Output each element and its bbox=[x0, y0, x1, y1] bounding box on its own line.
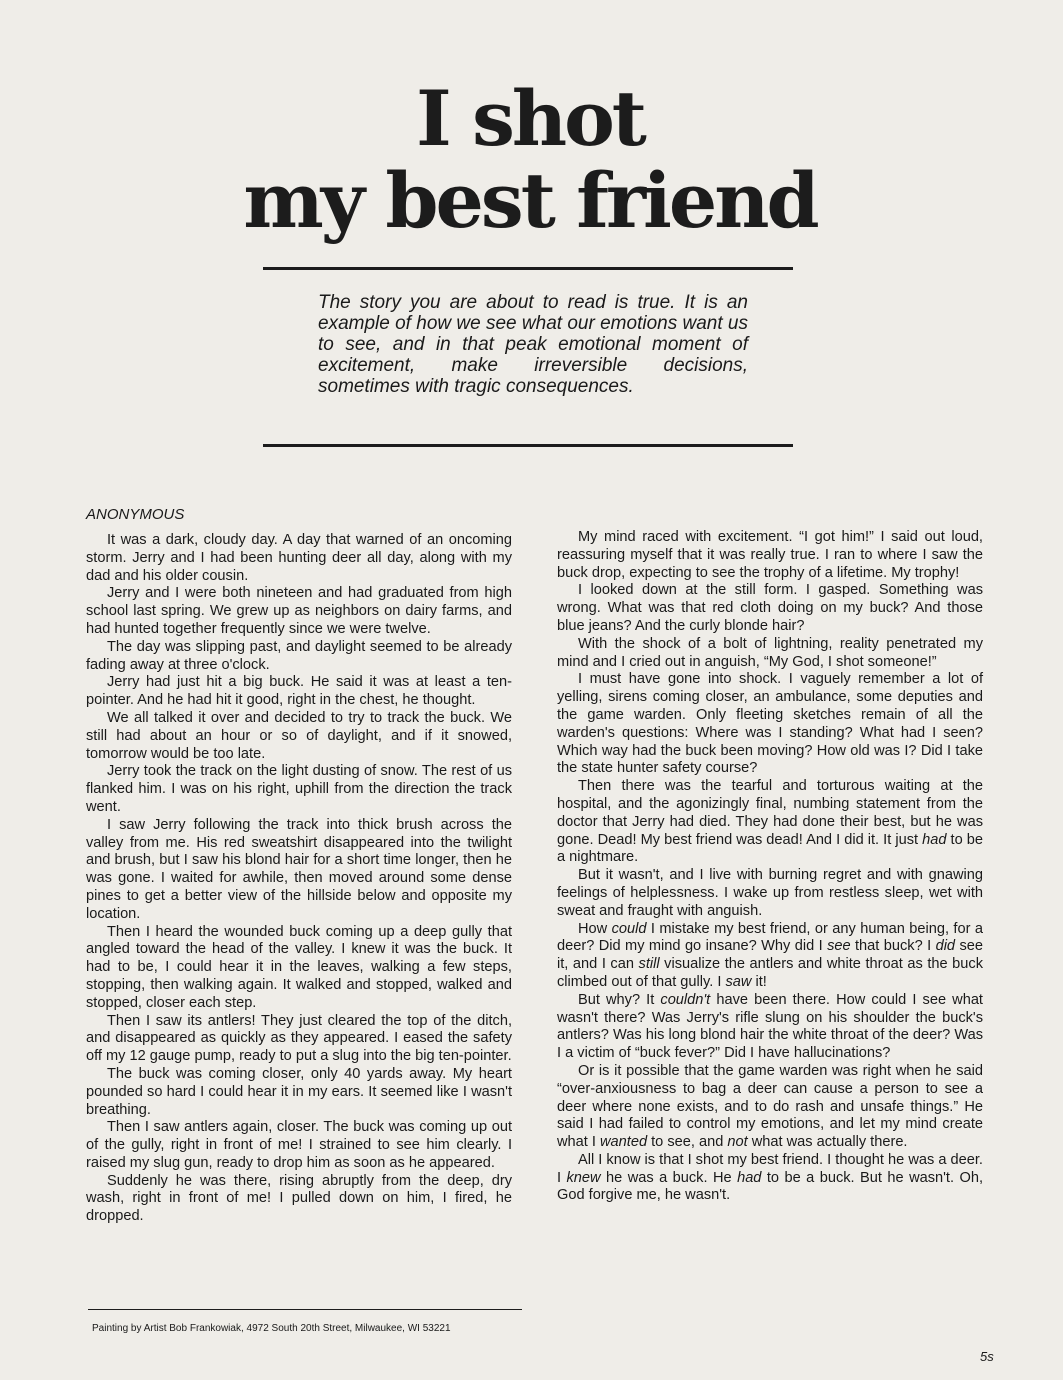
footnote-divider bbox=[88, 1309, 522, 1310]
paragraph: Then I saw antlers again, closer. The buck was coming up out of the gully, right in front of me! I strained to see him clearly. I raised my slug gun, ready to drop him as soon as he appeared. bbox=[86, 1119, 512, 1171]
text-run: Or is it possible that the game warden was right when he said “over-anxiousness to bag a deer can cause a person to see a deer where none exists, and to do rash and unsafe things.” He said I had failed to control my emotions, and let my mind create what I bbox=[557, 1062, 983, 1151]
title-line-2: my best friend bbox=[243, 156, 817, 245]
text-run: have been there. How could I see what wasn't there? Was Jerry's rifle slung on his shoulder the buck's antlers? Was his long blond hair the white throat of the deer? Was I a victim of “buck fever?” Did I have hallucinations? bbox=[557, 991, 983, 1062]
emphasis: did bbox=[935, 938, 956, 955]
article-title bbox=[240, 74, 820, 245]
text-run: to be a buck. But he wasn't. Oh, God forgive me, he wasn't. bbox=[557, 1169, 983, 1204]
text-run: it! bbox=[751, 973, 767, 990]
paragraph: I must have gone into shock. I vaguely remember a lot of yelling, sirens coming closer, an ambulance, some deputies and the game warden. Only fleeting sketches remain of all the warden's questions: Where was I standing? What had I seen? Which way had the buck been moving? How old was I? Did I take the state hunter safety course? bbox=[557, 671, 983, 777]
paragraph: Jerry and I were both nineteen and had graduated from high school last spring. We grew up as neighbors on dairy farms, and had hunted together frequently since we were twelve. bbox=[86, 585, 512, 637]
paragraph: I saw Jerry following the track into thick brush across the valley from me. His red sweatshirt disappeared into the twilight and brush, but I saw his blond hair for a short time longer, then he was gone. I waited for awhile, then moved around some dense pines to get a better view of the hillside below and opposite my location. bbox=[86, 816, 512, 922]
text-run: see it, and I can bbox=[557, 938, 984, 973]
title-line-1: I shot bbox=[416, 74, 644, 163]
paragraph: With the shock of a bolt of lightning, reality penetrated my mind and I cried out in anguish, “My God, I shot someone!” bbox=[557, 635, 983, 670]
text-run: Then there was the tearful and torturous waiting at the hospital, and the agonizingly final, numbing statement from the doctor that Jerry had died. They had done their best, but he was gone. Dead! My best friend was dead! And I did it. It just bbox=[557, 778, 983, 848]
paragraph: Jerry had just hit a big buck. He said it was at least a ten-pointer. And he had hit it good, right in the chest, he thought. bbox=[86, 674, 512, 709]
emphasis: saw bbox=[725, 973, 752, 990]
title-divider-top bbox=[263, 267, 793, 270]
right-text-column bbox=[557, 529, 983, 1205]
text-run: How bbox=[578, 920, 612, 937]
text-run: to be a nightmare. bbox=[557, 831, 983, 866]
paragraph bbox=[557, 1063, 983, 1152]
painting-credit: Painting by Artist Bob Frankowiak, 4972 South 20th Street, Milwaukee, WI 53221 bbox=[92, 1323, 451, 1334]
text-run: what was actually there. bbox=[747, 1134, 908, 1151]
emphasis: not bbox=[727, 1134, 748, 1151]
page-number: 5s bbox=[980, 1349, 994, 1364]
title-divider-bottom bbox=[263, 444, 793, 447]
text-run: I mistake my best friend, or any human being, for a deer? Did my mind go insane? Why did I bbox=[557, 920, 983, 955]
author-byline: ANONYMOUS bbox=[86, 506, 185, 523]
paragraph: But it wasn't, and I live with burning regret and with gnawing feelings of helplessness. I wake up from restless sleep, wet with sweat and fraught with anguish. bbox=[557, 867, 983, 919]
emphasis: had bbox=[737, 1169, 762, 1186]
paragraph: The day was slipping past, and daylight seemed to be already fading away at three o'clock. bbox=[86, 638, 512, 673]
emphasis: had bbox=[922, 831, 947, 848]
text-run: visualize the antlers and white throat as the buck climbed out of that gully. I bbox=[557, 956, 983, 990]
emphasis: could bbox=[611, 920, 647, 937]
text-run: that buck? I bbox=[850, 938, 936, 955]
paragraph: My mind raced with excitement. “I got him!” I said out loud, reassuring myself that it was really true. I ran to where I saw the buck drop, expecting to see the trophy of a lifetime. My trophy! bbox=[557, 529, 983, 581]
text-run: But why? It bbox=[578, 991, 661, 1008]
paragraph bbox=[557, 921, 983, 992]
text-run: All I know is that I shot my best friend. I thought he was a deer. I bbox=[557, 1151, 983, 1186]
emphasis: knew bbox=[566, 1169, 601, 1186]
paragraph: Then I saw its antlers! They just cleared the top of the ditch, and disappeared as quickly as they appeared. I eased the safety off my 12 gauge pump, ready to put a slug into the big ten-pointer. bbox=[86, 1012, 512, 1065]
paragraph: Jerry took the track on the light dusting of snow. The rest of us flanked him. I was on his right, uphill from the direction the track went. bbox=[86, 763, 512, 815]
paragraph: I looked down at the still form. I gasped. Something was wrong. What was that red cloth doing on my buck? And those blue jeans? And the curly blonde hair? bbox=[557, 582, 983, 634]
emphasis: see bbox=[827, 938, 851, 955]
paragraph: Suddenly he was there, rising abruptly from the deep, dry wash, right in front of me! I pulled down on him, I fired, he dropped. bbox=[86, 1172, 512, 1225]
paragraph: Then I heard the wounded buck coming up a deep gully that angled toward the head of the valley. I knew it was the buck. It had to be, I could hear it in the leaves, walking a few steps, stopping, then walking again. It walked and stopped, walked and stopped, closer each step. bbox=[86, 923, 512, 1011]
paragraph: It was a dark, cloudy day. A day that warned of an oncoming storm. Jerry and I had been hunting deer all day, along with my dad and his older cousin. bbox=[86, 532, 512, 584]
paragraph bbox=[557, 778, 983, 867]
text-run: he was a buck. He bbox=[600, 1169, 738, 1186]
text-run: to see, and bbox=[647, 1134, 728, 1151]
paragraph bbox=[557, 992, 983, 1063]
article-intro: The story you are about to read is true. It is an example of how we see what our emotions want us to see, and in that peak emotional moment of excitement, make irreversible decisions, sometimes with tragic consequences. bbox=[318, 292, 748, 397]
emphasis: couldn't bbox=[660, 991, 711, 1008]
emphasis: still bbox=[638, 956, 660, 973]
paragraph: We all talked it over and decided to try to track the buck. We still had about an hour or so of daylight, and if it snowed, tomorrow would be too late. bbox=[86, 709, 512, 762]
left-text-column bbox=[86, 532, 512, 1226]
paragraph: The buck was coming closer, only 40 yards away. My heart pounded so hard I could hear it in my ears. It seemed like I wasn't breathing. bbox=[86, 1065, 512, 1118]
emphasis: wanted bbox=[600, 1134, 648, 1151]
paragraph bbox=[557, 1152, 983, 1205]
